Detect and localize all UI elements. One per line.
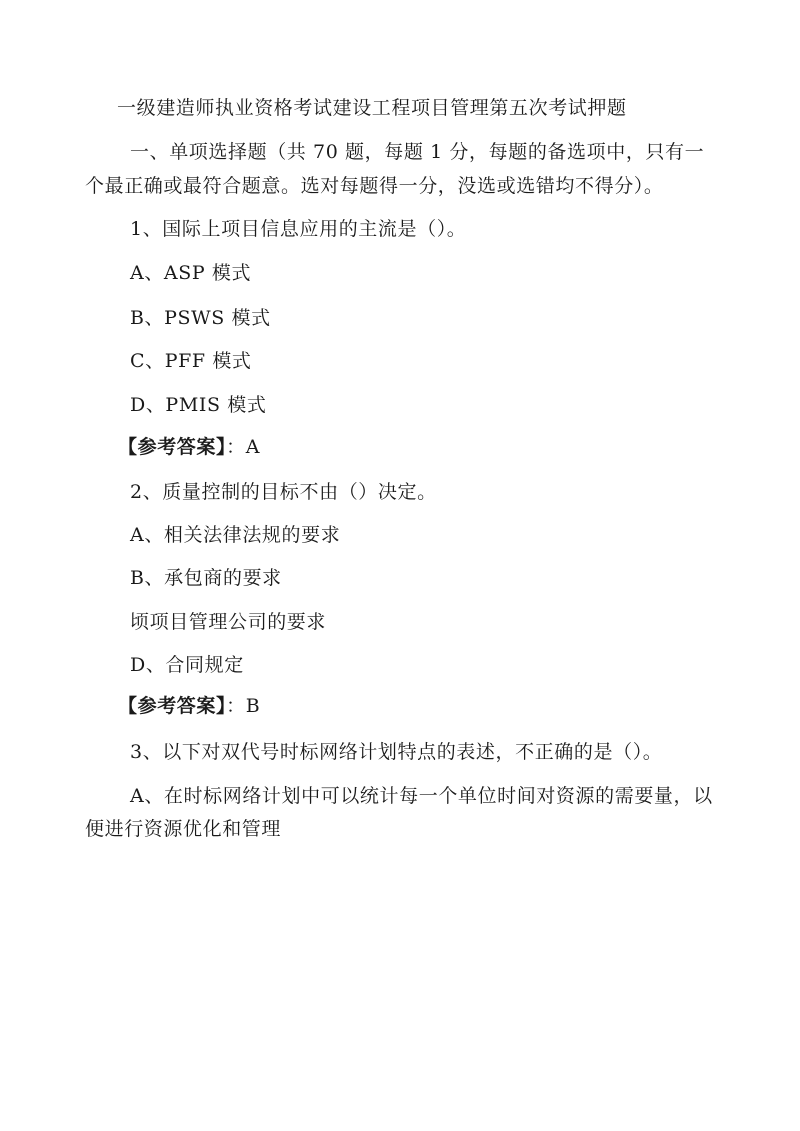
- section-heading-line-2: 个最正确或最符合题意。选对每题得一分，没选或选错均不得分）。: [85, 175, 664, 197]
- question-1-stem: 1、国际上项目信息应用的主流是（）。: [130, 218, 467, 240]
- question-2-option-d: D、合同规定: [130, 654, 244, 676]
- question-2-stem: 2、质量控制的目标不由（）决定。: [130, 481, 437, 503]
- question-2-option-b: B、承包商的要求: [130, 567, 282, 589]
- question-3-option-a-line-1: A、在时标网络计划中可以统计每一个单位时间对资源的需要量，以: [130, 785, 713, 807]
- question-1-option-b: B、PSWS 模式: [130, 307, 271, 329]
- document-title: 一级建造师执业资格考试建设工程项目管理第五次考试押题: [117, 97, 627, 119]
- section-heading-line-1: 一、单项选择题（共 70 题，每题 1 分，每题的备选项中，只有一: [130, 141, 705, 163]
- question-1-option-c: C、PFF 模式: [130, 350, 252, 372]
- question-2-option-c: 顷项目管理公司的要求: [130, 611, 327, 633]
- answer-value: ：A: [226, 436, 261, 458]
- question-1-option-d: D、PMIS 模式: [130, 394, 267, 416]
- answer-value: ：B: [226, 695, 261, 717]
- answer-label: 【参考答案】: [118, 695, 227, 717]
- question-2-answer: [118, 692, 260, 720]
- question-3-stem: 3、以下对双代号时标网络计划特点的表述，不正确的是（）。: [130, 741, 663, 763]
- answer-label: 【参考答案】: [118, 436, 227, 458]
- question-2-option-a: A、相关法律法规的要求: [130, 524, 341, 546]
- question-1-answer: [118, 433, 260, 461]
- question-3-option-a-line-2: 便进行资源优化和管理: [85, 818, 282, 840]
- question-1-option-a: A、ASP 模式: [130, 262, 252, 284]
